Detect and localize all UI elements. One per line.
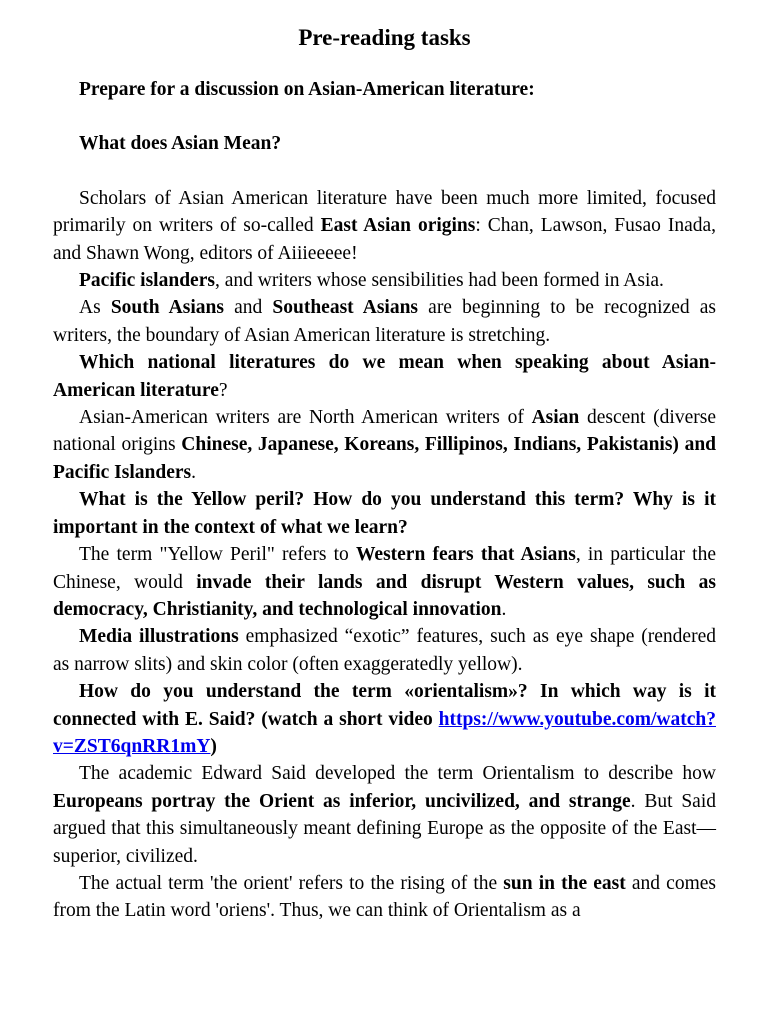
bold-text-run: Which national literatures do we mean when speaking about Asian-American literature [53,352,716,401]
text-run: and [223,297,273,319]
bold-text-run: invade their lands and disrupt Western values, such as democracy, Christianity, and technological innovation [53,571,717,620]
text-run: emphasized “exotic” features, such as eye shape (rendered as narrow slits) and skin color (often exaggeratedly yellow). [53,626,716,675]
discussion-heading: Prepare for a discussion on Asian-American literature: [79,79,535,100]
bold-text-run: South Asians [110,297,224,319]
bold-text-run: How do you understand the term «orientalism»? In which way is it connected with E. Said? (watch a short video [53,681,716,730]
paragraph-asian-american-writers [53,404,716,486]
bold-text-run: What is the Yellow peril? How do you understand this term? Why is it important in the context of what we learn? [53,489,716,538]
text-run: , in particular the Chinese, would [53,544,716,593]
bold-text-run: Chinese, Japanese, Koreans, Fillipinos, Indians, Pakistanis) and Pacific Islanders [53,434,717,483]
paragraph-edward-said [53,760,716,870]
paragraph-south-asians [53,294,716,349]
bold-text-run: sun in the east [503,872,626,894]
text-run: The term "Yellow Peril" refers to [79,544,356,566]
paragraph-scholars [53,185,716,267]
page-title: Pre-reading tasks [298,25,471,50]
paragraph-yellow-peril-definition [53,541,716,623]
bold-text-run: Media illustrations [79,626,239,648]
bold-text-run: Southeast Asians [272,297,419,319]
text-run: descent (diverse national origins [53,407,716,456]
section-heading-asian-meaning: What does Asian Mean? [79,133,282,155]
text-run: are beginning to be recognized as writers, the boundary of Asian American literature is stretching. [53,297,717,346]
bold-text-run: Pacific islanders [79,270,215,292]
document-body [53,185,716,925]
question-orientalism [53,678,716,760]
text-run: and comes from the Latin word 'oriens'. Thus, we can think of Orientalism as a [53,872,716,922]
text-run: . [191,461,196,483]
paragraph-orient-term [53,870,716,925]
text-run: ? [218,379,228,401]
text-run: Asian-American writers are North American writers of [79,407,532,429]
question-national-literatures [53,349,716,404]
paragraph-media-illustrations [53,623,716,678]
question-yellow-peril [53,486,716,541]
text-run: , and writers whose sensibilities had been formed in Asia. [214,270,664,292]
text-run: . But Said argued that this simultaneously meant defining Europe as the opposite of the East—superior, civilized. [53,790,716,867]
text-run: . [501,598,507,620]
youtube-video-link[interactable]: https://www.youtube.com/watch?v=ZST6qnRR1mY [53,708,716,757]
bold-text-run: Western fears that Asians [355,544,576,566]
text-run: The actual term 'the orient' refers to the rising of the [79,872,504,894]
text-run: As [79,297,111,319]
text-run: The academic Edward Said developed the term Orientalism to describe how [79,763,716,785]
bold-text-run: East Asian origins [320,215,476,237]
bold-text-run: ) [210,735,217,757]
bold-text-run: Asian [531,407,580,429]
bold-text-run: Europeans portray the Orient as inferior, uncivilized, and strange [53,790,631,812]
paragraph-pacific-islanders [53,267,716,294]
text-run: Scholars of Asian American literature have been much more limited, focused primarily on writers of so-called [53,187,716,237]
text-run: : Chan, Lawson, Fusao Inada, and Shawn Wong, editors of Aiiieeeee! [53,215,717,264]
